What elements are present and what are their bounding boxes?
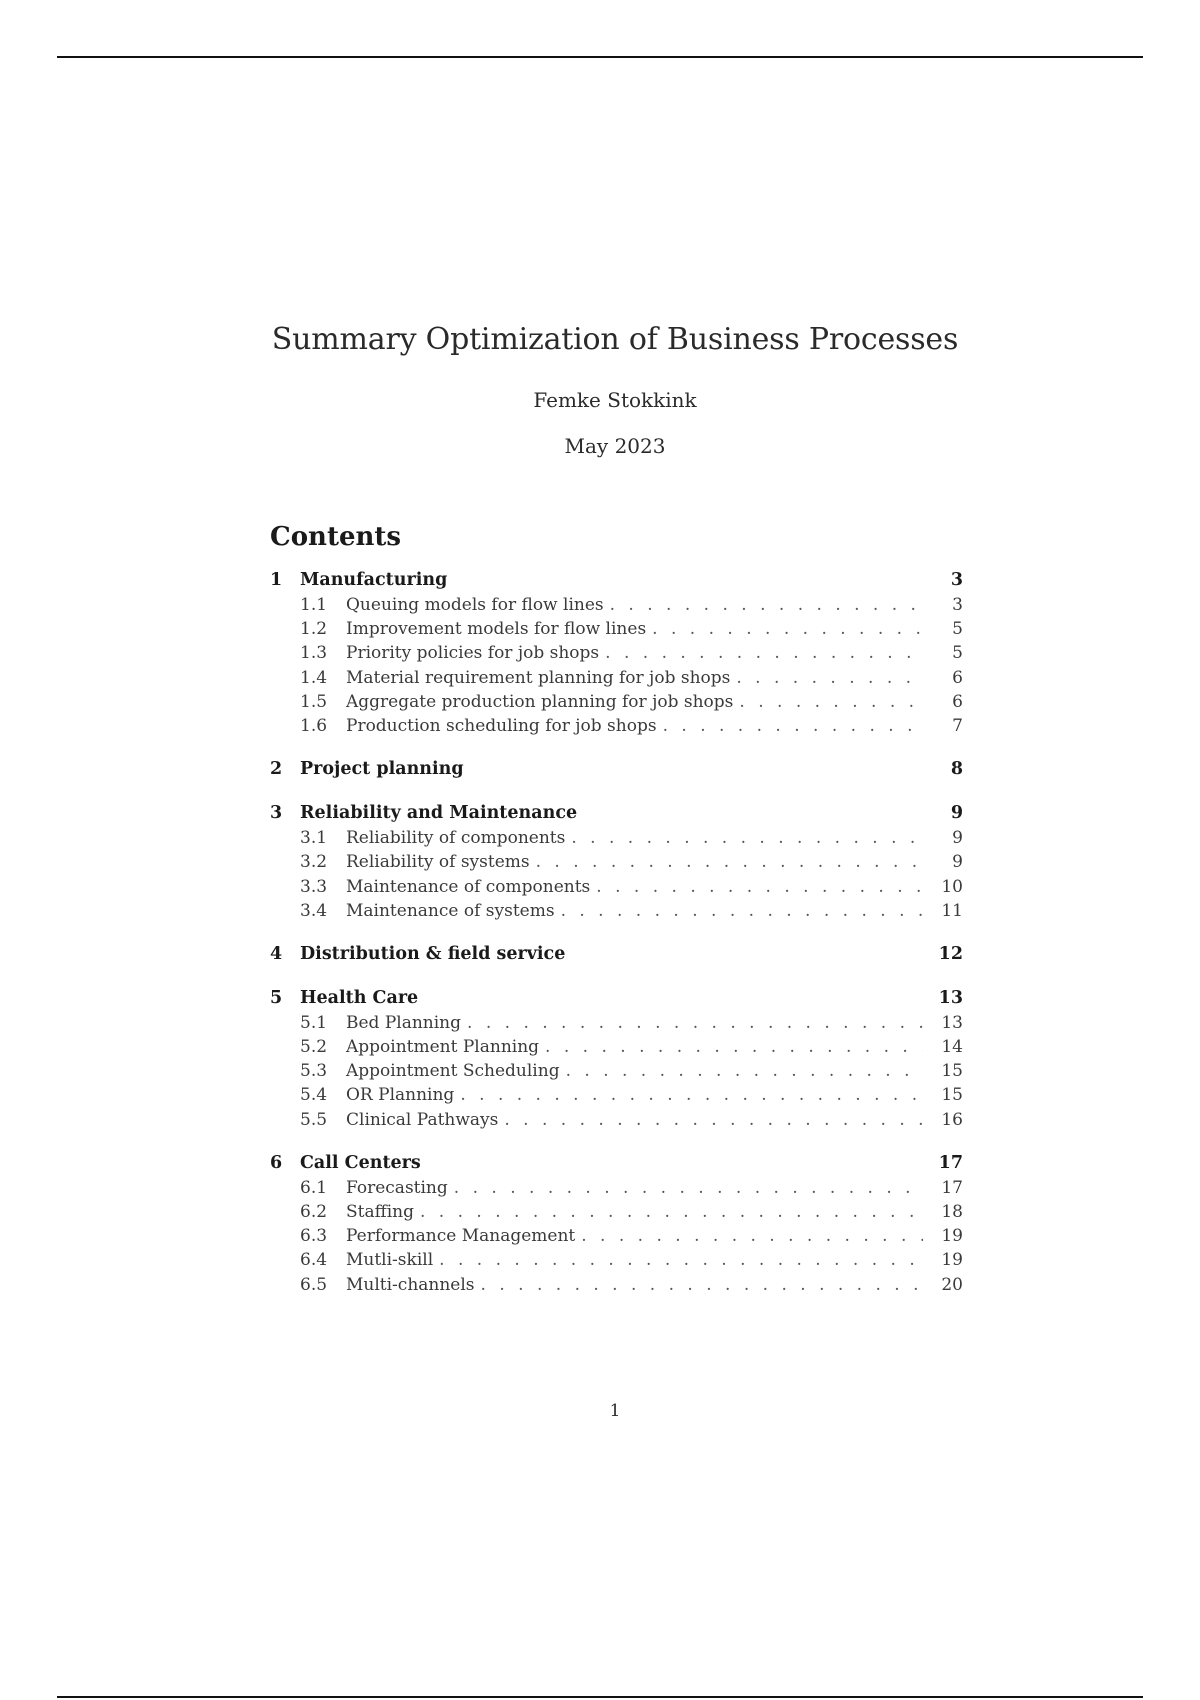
toc-subsection-entry[interactable]: [270, 714, 963, 738]
toc-subsection-title: OR Planning: [346, 1085, 455, 1106]
toc-subsection-number: 5.2: [300, 1037, 328, 1058]
toc-subsection-number: 5.4: [300, 1085, 328, 1106]
toc-subsection-number: 6.4: [300, 1250, 328, 1271]
toc-subsection-page: 19: [941, 1250, 963, 1271]
toc-subsection-page: 3: [952, 595, 963, 615]
toc-subsection-entry[interactable]: [270, 1059, 963, 1083]
toc-subsection-title: Material requirement planning for job shops: [346, 667, 731, 688]
toc-section-title: Distribution & field service: [300, 943, 566, 964]
toc-section: [270, 1151, 963, 1297]
toc-subsection-title: Reliability of components: [346, 828, 566, 849]
toc-subsection-title: Mutli-skill: [346, 1250, 434, 1271]
toc-section: [270, 801, 963, 923]
toc-subsection-page: 15: [941, 1061, 963, 1082]
toc-section: [270, 942, 963, 967]
toc-subsection-page: 7: [952, 715, 963, 736]
toc-subsection-title: Reliability of systems: [346, 852, 530, 873]
toc-section: [270, 568, 963, 738]
toc-dot-leader: [561, 899, 923, 923]
toc-subsection-number: 1.6: [300, 715, 328, 736]
toc-subsection-page: 9: [952, 828, 963, 849]
toc-section-number: 5: [270, 987, 283, 1008]
toc-dot-leader: [504, 1108, 923, 1132]
toc-dot-leader: [545, 1035, 923, 1059]
toc-subsection-number: 1.5: [300, 691, 328, 712]
toc-section-page: 9: [950, 803, 963, 824]
toc-subsection-title: Multi-channels: [346, 1274, 475, 1295]
toc-subsection-number: 6.3: [300, 1226, 328, 1247]
toc-subsection-page: 19: [941, 1226, 963, 1247]
toc-section-entry[interactable]: [270, 757, 963, 782]
toc-subsection-number: 5.1: [300, 1012, 328, 1033]
toc-heading: Contents: [270, 522, 402, 552]
toc-section-title: Reliability and Maintenance: [300, 803, 578, 824]
toc-subsection-entry[interactable]: [270, 1248, 963, 1272]
toc-subsection-entry[interactable]: [270, 1108, 963, 1132]
toc-subsection-page: 14: [941, 1037, 963, 1058]
toc-subsection-title: Priority policies for job shops: [346, 643, 600, 664]
toc-subsection-page: 13: [941, 1012, 963, 1033]
toc-subsection-entry[interactable]: [270, 1083, 963, 1107]
toc-subsection-number: 1.3: [300, 643, 328, 664]
toc-subsection-title: Appointment Planning: [346, 1037, 540, 1058]
toc-dot-leader: [610, 593, 923, 617]
toc-subsection-page: 16: [941, 1109, 963, 1130]
toc-subsection-number: 6.1: [300, 1177, 328, 1198]
toc-subsection-number: 3.3: [300, 876, 328, 897]
toc-section-entry[interactable]: [270, 1151, 963, 1176]
toc-subsection-number: 3.2: [300, 852, 328, 873]
toc-dot-leader: [536, 850, 923, 874]
toc-dot-leader: [439, 1248, 923, 1272]
toc-section-page: 17: [938, 1152, 963, 1173]
toc-section: [270, 757, 963, 782]
toc-subsection-entry[interactable]: [270, 1200, 963, 1224]
toc-subsection-page: 6: [952, 667, 963, 688]
toc-subsection-number: 6.2: [300, 1202, 328, 1222]
toc-dot-leader: [571, 826, 923, 850]
toc-subsection-title: Improvement models for flow lines: [346, 619, 647, 640]
top-rule: [57, 56, 1143, 58]
toc-dot-leader: [605, 641, 923, 665]
toc-dot-leader: [566, 1059, 923, 1083]
toc-subsection-title: Aggregate production planning for job shops: [346, 691, 734, 712]
toc-dot-leader: [481, 1273, 923, 1297]
document-date: May 2023: [564, 434, 666, 458]
toc-subsection-title: Maintenance of components: [346, 876, 591, 897]
toc-subsection-number: 5.3: [300, 1061, 328, 1082]
toc-subsection-page: 10: [941, 876, 963, 897]
toc-subsection-page: 15: [941, 1085, 963, 1106]
toc-subsection-title: Performance Management: [346, 1226, 576, 1247]
toc-sections: [270, 568, 963, 1297]
toc-section-page: 8: [950, 759, 963, 780]
toc-section-page: 12: [938, 943, 963, 964]
toc-section-page: 3: [950, 570, 963, 590]
bottom-rule: [57, 1696, 1143, 1698]
toc-section-title: Project planning: [300, 759, 464, 780]
toc-subsection-page: 5: [952, 643, 963, 664]
toc-subsection-title: Clinical Pathways: [346, 1109, 499, 1130]
toc-subsection-page: 9: [952, 852, 963, 873]
toc-section-title: Call Centers: [300, 1152, 421, 1173]
toc-dot-leader: [420, 1200, 923, 1224]
toc-subsection-entry[interactable]: [270, 875, 963, 899]
toc-section-number: 4: [270, 943, 283, 964]
toc-dot-leader: [736, 666, 923, 690]
toc-dot-leader: [652, 617, 923, 641]
toc-subsection-title: Queuing models for flow lines: [346, 595, 604, 615]
toc-section-page: 13: [938, 987, 963, 1008]
toc-section-entry[interactable]: [270, 986, 963, 1011]
toc-subsection-entry[interactable]: [270, 899, 963, 923]
toc-dot-leader: [581, 1224, 923, 1248]
toc-subsection-number: 1.2: [300, 619, 328, 640]
toc-subsection-page: 5: [952, 619, 963, 640]
toc-dot-leader: [454, 1176, 923, 1200]
document-author: Femke Stokkink: [533, 388, 697, 412]
toc-section-title: Manufacturing: [300, 570, 448, 590]
toc-section-number: 6: [270, 1152, 283, 1173]
toc-subsection-entry[interactable]: [270, 1224, 963, 1248]
toc-subsection-entry[interactable]: [270, 593, 963, 617]
toc-section-number: 2: [270, 759, 283, 780]
toc-subsection-page: 17: [941, 1177, 963, 1198]
toc-subsection-entry[interactable]: [270, 666, 963, 690]
toc-subsection-entry[interactable]: [270, 826, 963, 850]
toc-subsection-title: Appointment Scheduling: [346, 1061, 560, 1082]
toc-section-number: 1: [270, 570, 283, 590]
toc-subsection-page: 11: [941, 900, 963, 921]
toc-subsection-entry[interactable]: [270, 1035, 963, 1059]
toc-subsection-entry[interactable]: [270, 850, 963, 874]
toc-dot-leader: [596, 875, 923, 899]
toc-subsection-page: 18: [941, 1202, 963, 1222]
toc-subsection-entry[interactable]: [270, 1176, 963, 1200]
toc-subsection-number: 3.1: [300, 828, 328, 849]
toc-section-entry[interactable]: [270, 568, 963, 593]
toc-subsection-title: Staffing: [346, 1202, 414, 1222]
toc-section: [270, 986, 963, 1132]
toc-subsection-number: 3.4: [300, 900, 328, 921]
toc-subsection-number: 6.5: [300, 1274, 328, 1295]
table-of-contents: [270, 522, 963, 1297]
toc-subsection-number: 1.4: [300, 667, 328, 688]
toc-subsection-entry[interactable]: [270, 1011, 963, 1035]
toc-subsection-title: Maintenance of systems: [346, 900, 555, 921]
document-title: Summary Optimization of Business Processes: [271, 322, 959, 357]
toc-subsection-entry[interactable]: [270, 641, 963, 665]
toc-subsection-entry[interactable]: [270, 1273, 963, 1297]
toc-dot-leader: [467, 1011, 923, 1035]
toc-section-entry[interactable]: [270, 801, 963, 826]
toc-subsection-page: 20: [941, 1274, 963, 1295]
toc-subsection-number: 1.1: [300, 595, 328, 615]
toc-dot-leader: [460, 1083, 923, 1107]
toc-subsection-title: Bed Planning: [346, 1012, 462, 1033]
toc-subsection-page: 6: [952, 691, 963, 712]
title-block: [0, 322, 1200, 458]
toc-subsection-entry[interactable]: [270, 690, 963, 714]
toc-section-title: Health Care: [300, 987, 419, 1008]
toc-dot-leader: [663, 714, 923, 738]
toc-subsection-entry[interactable]: [270, 617, 963, 641]
toc-dot-leader: [739, 690, 923, 714]
toc-subsection-number: 5.5: [300, 1109, 328, 1130]
toc-subsection-title: Forecasting: [346, 1177, 448, 1198]
page-number: 1: [609, 1401, 621, 1421]
toc-section-entry[interactable]: [270, 942, 963, 967]
toc-section-number: 3: [270, 803, 283, 824]
toc-subsection-title: Production scheduling for job shops: [346, 715, 657, 736]
